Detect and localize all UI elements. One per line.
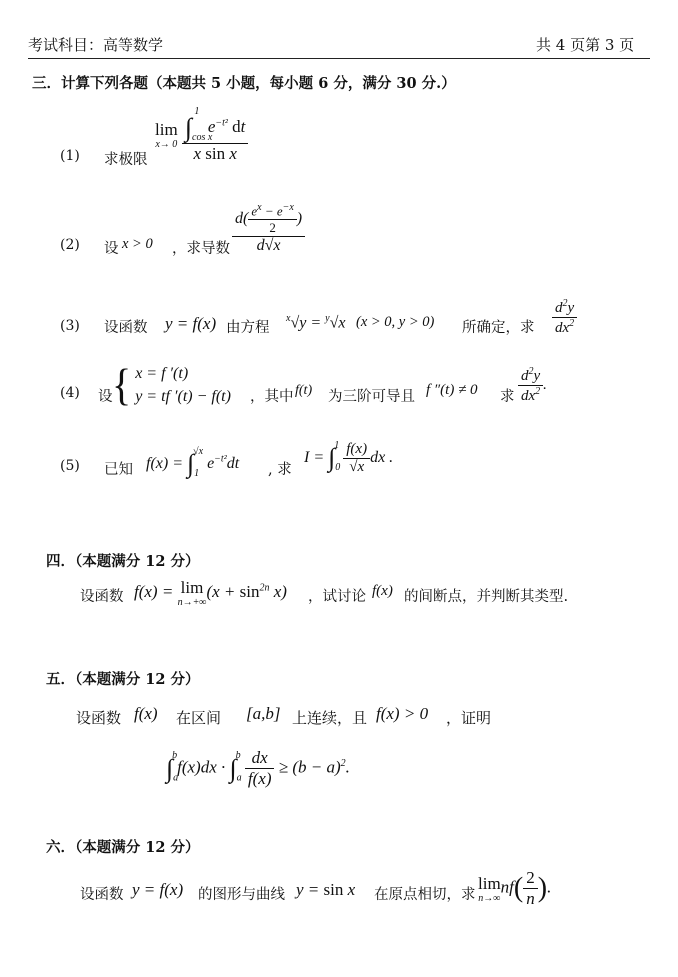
section-4-text-b: ，试讨论: [308, 589, 366, 605]
section-6-text-a: 设函数: [80, 887, 124, 903]
problem-3-derivative: $\frac{d^2y}{dx^2}$: [552, 298, 577, 337]
section-6-text-b: 的图形与曲线: [198, 887, 285, 903]
problem-4-text-c: 为三阶可导且: [328, 389, 415, 405]
problem-5-definition: $f(x) = \int_1^{√x}$ $e^{-t^2}dt$: [146, 446, 240, 479]
problem-2-text-a: 设: [104, 241, 119, 257]
problem-3-number: (3): [60, 318, 80, 334]
section-5-text-a: 设函数: [76, 709, 122, 727]
problem-4-condition: f ″(t) ≠ 0: [426, 382, 478, 398]
problem-4-text-d: 求: [500, 389, 515, 405]
section-5-inequality: $\int_a^bf(x)dx \cdot \int_a^b$ $\frac{dx}{f(x)}$ ≥ $(b - a)^2$.: [166, 748, 350, 788]
problem-3-equation: $^x$√y = $^y$√x: [286, 313, 346, 332]
problem-3-function: y = f(x): [165, 314, 217, 333]
section-6-title: 六．（本题满分 12 分）: [46, 839, 200, 856]
problem-2-formula: d( $\frac{e^x - e^{-x}}{2}$ ) d√x: [232, 202, 305, 255]
problem-4-derivative: $\frac{d^2y}{dx^2}$ .: [518, 366, 547, 405]
problem-3-condition: (x > 0, y > 0): [356, 314, 435, 330]
section-6-text-c: 在原点相切，求: [374, 887, 476, 903]
problem-4-system: { x = f ′(t) y = tf ′(t) − f(t): [112, 359, 231, 410]
problem-3-text-a: 设函数: [104, 320, 148, 336]
section-4-definition: f(x) = lim n→+∞ $(x + \sin^{2n} x)$: [134, 578, 287, 608]
problem-4-text-b: ，其中: [250, 389, 294, 405]
problem-2-condition: x > 0: [122, 236, 153, 252]
problem-2-number: (2): [60, 237, 80, 253]
section-6-limit: lim n→∞ nf( $\frac{2}{n}$ ).: [478, 868, 552, 908]
problem-5-integral: $I = \int_0^1$ $\frac{f(x)}{√x}$ dx .: [304, 440, 394, 475]
section-6-curve: y = sin x: [296, 880, 356, 899]
problem-5-number: (5): [60, 458, 80, 474]
problem-3-text-c: 所确定，求: [462, 320, 535, 336]
problem-4-number: (4): [60, 385, 80, 401]
section-4-text-a: 设函数: [80, 589, 124, 605]
problem-5-text-a: 已知: [104, 462, 133, 478]
section-5-condition: f(x) > 0: [376, 704, 429, 723]
header-rule: [28, 58, 650, 59]
section-4-function: f(x): [372, 583, 393, 599]
section-5-text-d: ，证明: [446, 709, 492, 727]
section-5-title: 五．（本题满分 12 分）: [46, 671, 200, 688]
problem-4-text-a: 设: [98, 389, 113, 405]
section-6-function: y = f(x): [132, 880, 184, 899]
problem-3-text-b: 由方程: [226, 320, 270, 336]
section-4-text-c: 的间断点，并判断其类型.: [404, 589, 569, 605]
section-5-text-b: 在区间: [176, 709, 222, 727]
problem-1-number: (1): [60, 148, 80, 164]
exam-subject: 考试科目：高等数学: [28, 36, 164, 54]
problem-4-function: f(t): [295, 383, 313, 398]
problem-1-text: 求极限: [104, 152, 148, 168]
problem-5-text-b: , 求: [268, 462, 292, 478]
problem-1-formula: lim x→ 0 $\frac{\int_{cos x}^1 e^{-t^2} dt}{\text{x sin x}}$: [155, 106, 248, 164]
section-5-function: f(x): [134, 704, 158, 723]
section-5-text-c: 上连续，且: [292, 709, 368, 727]
section-3-title: 三．计算下列各题（本题共 5 小题，每小题 6 分，满分 30 分.）: [32, 75, 456, 92]
section-4-title: 四．（本题满分 12 分）: [46, 553, 200, 570]
page-info: 共 4 页第 3 页: [536, 36, 635, 54]
section-5-interval: [a,b]: [246, 704, 281, 723]
problem-2-text-b: ，求导数: [172, 241, 230, 257]
